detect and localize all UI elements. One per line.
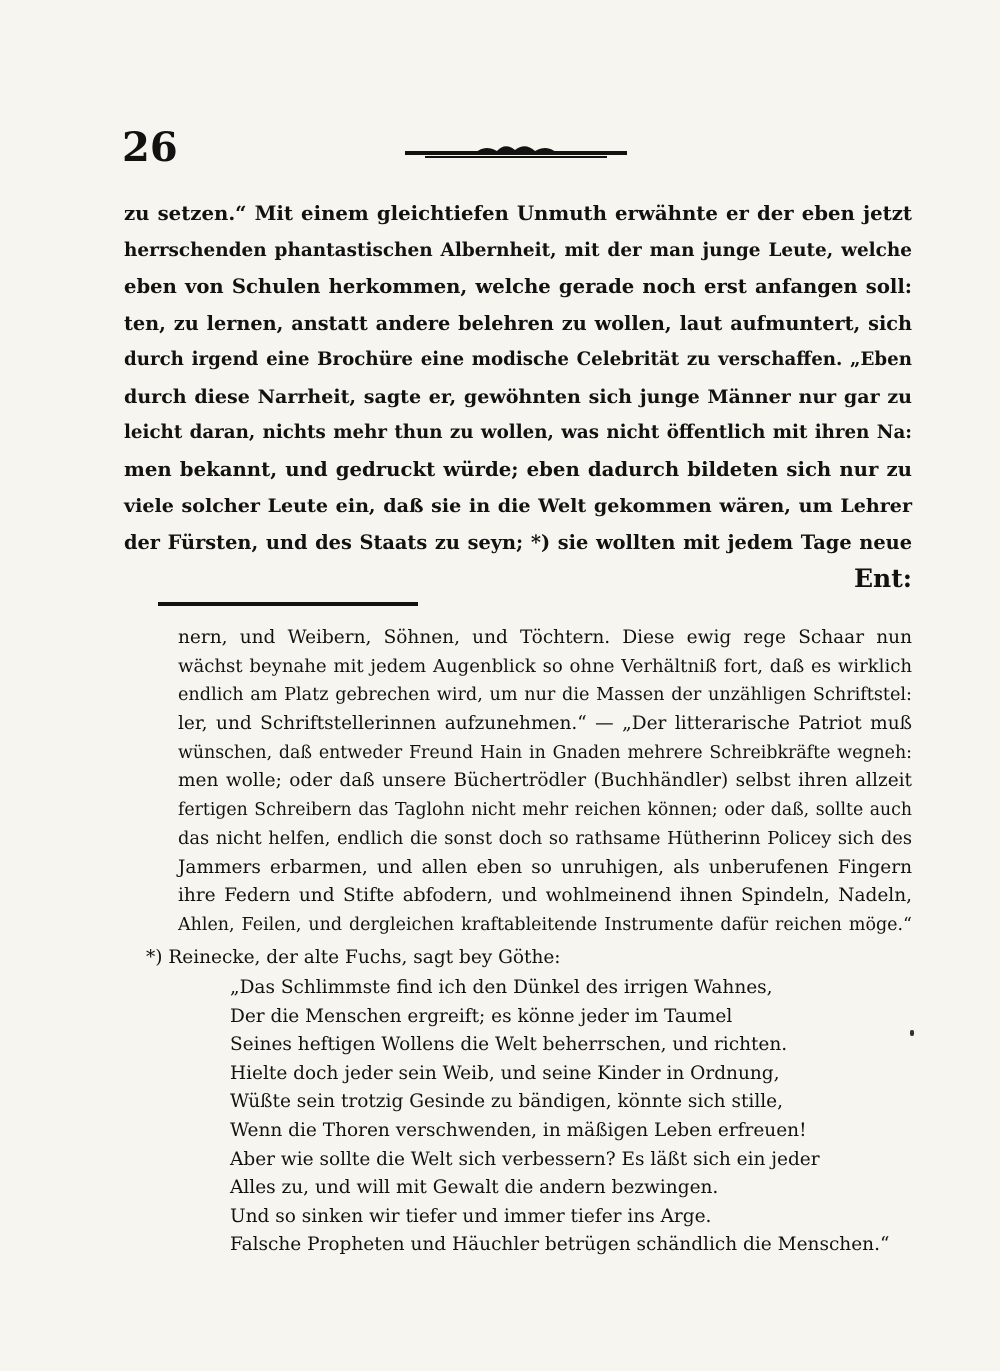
main-line: eben von Schulen herkommen, welche gerade noch erst anfangen soll: <box>124 275 912 298</box>
footnote-line: nern, und Weibern, Söhnen, und Töchtern. Diese ewig rege Schaar nun <box>178 627 912 648</box>
verse-line: Wüßte sein trotzig Gesinde zu bändigen, könnte sich stille, <box>230 1091 783 1113</box>
verse-line: Und so sinken wir tiefer und immer tiefer ins Arge. <box>230 1205 712 1227</box>
main-line: ten, zu lernen, anstatt andere belehren zu wollen, laut aufmuntert, sich <box>124 311 912 335</box>
main-line: der Fürsten, und des Staats zu seyn; *) sie wollten mit jedem Tage neue <box>124 530 912 554</box>
footnote-continuation <box>178 624 912 940</box>
main-line: durch irgend eine Brochüre eine modische Celebrität zu verschaffen. „Eben <box>124 349 912 370</box>
main-text <box>124 196 912 598</box>
footnote-line: endlich am Platz gebrechen wird, um nur die Massen der unzähligen Schriftstel: <box>178 685 912 706</box>
footnote-star <box>146 944 906 1260</box>
footnote-line: Ahlen, Feilen, und dergleichen kraftableitende Instrumente dafür reichen möge.“ <box>178 914 912 935</box>
main-line: zu setzen.“ Mit einem gleichtiefen Unmuth erwähnte er der eben jetzt <box>124 202 912 225</box>
footnote-line: ihre Federn und Stifte abfodern, und wohlmeinend ihnen Spindeln, Nadeln, <box>178 885 912 907</box>
footnote-rule <box>158 602 418 606</box>
verse-line: Falsche Propheten und Häuchler betrügen schändlich die Menschen.“ <box>230 1234 890 1256</box>
footnote-line: das nicht helfen, endlich die sonst doch so rathsame Hütherinn Policey sich des <box>178 827 912 849</box>
footnote-line: fertigen Schreibern das Taglohn nicht mehr reichen können; oder daß, sollte auch <box>178 800 912 821</box>
verse-line: Seines heftigen Wollens die Welt beherrschen, und richten. <box>230 1034 788 1056</box>
main-line: viele solcher Leute ein, daß sie in die Welt gekommen wären, um Lehrer <box>124 494 912 517</box>
footnote-star-intro: *) Reinecke, der alte Fuchs, sagt bey Göthe: <box>146 947 561 968</box>
footnote-line: ler, und Schriftstellerinnen aufzunehmen.“ — „Der litterarische Patriot muß <box>178 713 912 735</box>
header-ornament <box>405 142 627 164</box>
footnote-line: wächst beynahe mit jedem Augenblick so ohne Verhältniß fort, daß es wirklich <box>178 655 912 677</box>
verse-line: „Das Schlimmste find ich den Dünkel des irrigen Wahnes, <box>230 977 773 998</box>
main-line: leicht daran, nichts mehr thun zu wollen, was nicht öffentlich mit ihren Na: <box>124 422 912 443</box>
main-line: men bekannt, und gedruckt würde; eben dadurch bildeten sich nur zu <box>124 457 912 481</box>
footnote-line: wünschen, daß entweder Freund Hain in Gnaden mehrere Schreibkräfte wegneh: <box>178 742 912 763</box>
footnote-line: men wolle; oder daß unsere Büchertrödler (Buchhändler) selbst ihren allzeit <box>178 770 912 792</box>
verse-line: Der die Menschen ergreift; es könne jeder im Taumel <box>230 1005 733 1027</box>
verse-line: Alles zu, und will mit Gewalt die andern bezwingen. <box>230 1177 719 1199</box>
main-line: herrschenden phantastischen Albernheit, mit der man junge Leute, welche <box>124 239 912 261</box>
verse-line: Hielte doch jeder sein Weib, und seine Kinder in Ordnung, <box>230 1062 780 1084</box>
page-number: 26 <box>122 124 178 171</box>
catchword: Ent: <box>853 564 912 593</box>
footnote-line: Jammers erbarmen, und allen eben so unruhigen, als unberufenen Fingern <box>178 856 912 878</box>
main-line: durch diese Narrheit, sagte er, gewöhnten sich junge Männer nur gar zu <box>124 385 912 408</box>
verse-line: Aber wie sollte die Welt sich verbessern? Es läßt sich ein jeder <box>230 1148 820 1170</box>
ink-speck <box>910 1030 914 1036</box>
verse-line: Wenn die Thoren verschwenden, in mäßigen Leben erfreuen! <box>230 1119 807 1141</box>
